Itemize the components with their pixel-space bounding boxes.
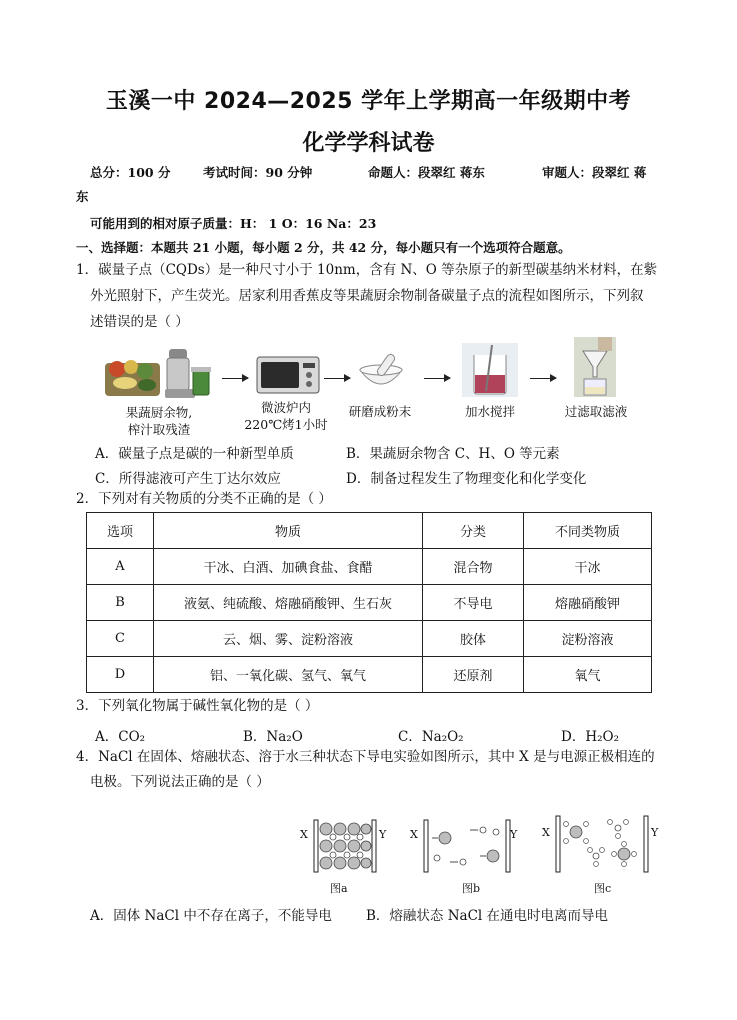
q1-line2: 外光照射下，产生荧光。居家利用香蕉皮等果蔬厨余物制备碳量子点的流程如图所示，下列叙 — [90, 288, 644, 304]
q1-option-a: A．碳量子点是碳的一种新型单质 — [95, 446, 294, 462]
step4-caption: 加水搅拌 — [464, 404, 515, 419]
section-heading: 一、选择题：本题共 21 小题，每小题 2 分，共 42 分，每小题只有一个选项符合题意。 — [76, 240, 571, 255]
q3-option-d: D．H₂O₂ — [561, 729, 619, 745]
table-cell: 干冰 — [524, 549, 652, 585]
col-header-odd-one: 不同类物质 — [524, 513, 652, 549]
step2-caption-2: 220℃烤1小时 — [244, 417, 328, 432]
q3-option-c: C．Na₂O₂ — [398, 729, 464, 745]
table-cell: 不导电 — [423, 585, 524, 621]
microwave-oven-image — [256, 355, 320, 395]
step2-caption-1: 微波炉内 — [260, 400, 311, 415]
col-header-option: 选项 — [87, 513, 154, 549]
question-setter: 命题人：段翠红 蒋东 — [368, 165, 485, 180]
exam-title: 玉溪一中 2024—2025 学年上学期高一年级期中考 — [105, 89, 632, 114]
figure-b-caption: 图b — [462, 882, 481, 895]
reviewer: 审题人：段翠红 蒋 — [542, 165, 647, 180]
q1-option-c: C．所得滤液可产生丁达尔效应 — [95, 471, 281, 487]
col-header-substances: 物质 — [154, 513, 423, 549]
col-header-category: 分类 — [423, 513, 524, 549]
table-cell: A — [87, 549, 154, 585]
q4-line1: 4．NaCl 在固体、熔融状态、溶于水三种状态下导电实验如图所示，其中 X 是与电源正极相连的 — [76, 749, 655, 765]
table-cell: 干冰、白酒、加碘食盐、食醋 — [154, 549, 423, 585]
table-cell: 铝、一氧化碳、氢气、氧气 — [154, 657, 423, 693]
figure-b-molten-nacl — [410, 818, 522, 874]
table-cell: B — [87, 585, 154, 621]
exam-subtitle: 化学学科试卷 — [302, 131, 435, 156]
table-header-row — [87, 513, 652, 549]
table-row — [87, 585, 652, 621]
figure-c-y-label: Y — [651, 826, 659, 839]
beaker-stirring-image — [462, 343, 518, 397]
q1-option-d: D．制备过程发生了物理变化和化学变化 — [346, 471, 587, 487]
q1-line1: 1．碳量子点（CQDs）是一种尺寸小于 10nm，含有 N、O 等杂原子的新型碳基纳米材料，在紫 — [76, 262, 658, 278]
table-cell: 云、烟、雾、淀粉溶液 — [154, 621, 423, 657]
step5-caption: 过滤取滤液 — [564, 404, 628, 419]
fruit-waste-juicer-image — [103, 345, 215, 400]
flow-arrow-2 — [324, 378, 350, 379]
reviewer-wrap: 东 — [76, 189, 89, 204]
q3-option-a: A．CO₂ — [95, 729, 146, 745]
atomic-masses: 可能用到的相对原子质量：H： 1 O：16 Na：23 — [90, 216, 377, 231]
table-cell: 混合物 — [423, 549, 524, 585]
step1-caption-1: 果蔬厨余物, — [125, 405, 193, 420]
flow-arrow-1 — [222, 378, 248, 379]
table-cell: 液氨、纯硫酸、熔融硝酸钾、生石灰 — [154, 585, 423, 621]
figure-c-caption: 图c — [594, 882, 612, 895]
q3-stem: 3．下列氧化物属于碱性氧化物的是（ ） — [76, 698, 319, 714]
table-row — [87, 657, 652, 693]
figure-a-x-label: X — [300, 828, 308, 841]
flow-arrow-4 — [530, 378, 556, 379]
classification-table — [86, 512, 652, 693]
q3-option-b: B．Na₂O — [243, 729, 303, 745]
step1-caption-2: 榨汁取残渣 — [127, 422, 191, 437]
figure-a-solid-nacl — [300, 818, 392, 874]
table-cell: 熔融硝酸钾 — [524, 585, 652, 621]
q4-option-b: B．熔融状态 NaCl 在通电时电离而导电 — [366, 908, 609, 924]
figure-a-caption: 图a — [330, 882, 348, 895]
table-cell: C — [87, 621, 154, 657]
table-cell: 氧气 — [524, 657, 652, 693]
q1-line3: 述错误的是（ ） — [90, 314, 189, 330]
figure-c-aqueous-nacl — [540, 812, 664, 876]
figure-a-y-label: Y — [379, 828, 387, 841]
table-cell: D — [87, 657, 154, 693]
table-cell: 还原剂 — [423, 657, 524, 693]
table-cell: 胶体 — [423, 621, 524, 657]
figure-b-y-label: Y — [510, 828, 518, 841]
flow-arrow-3 — [424, 378, 450, 379]
step3-caption: 研磨成粉末 — [348, 404, 412, 419]
q4-line2: 电极。下列说法正确的是（ ） — [90, 774, 270, 790]
total-score: 总分：100 分 — [90, 165, 171, 180]
figure-b-x-label: X — [410, 828, 418, 841]
q1-option-b: B．果蔬厨余物含 C、H、O 等元素 — [346, 446, 560, 462]
table-cell: 淀粉溶液 — [524, 621, 652, 657]
filtration-image — [574, 337, 616, 397]
exam-time: 考试时间：90 分钟 — [203, 165, 313, 180]
table-row — [87, 621, 652, 657]
mortar-pestle-image — [354, 350, 408, 395]
q2-stem: 2．下列对有关物质的分类不正确的是（ ） — [76, 491, 332, 507]
figure-c-x-label: X — [542, 826, 550, 839]
table-row — [87, 549, 652, 585]
q4-option-a: A．固体 NaCl 中不存在离子，不能导电 — [90, 908, 332, 924]
